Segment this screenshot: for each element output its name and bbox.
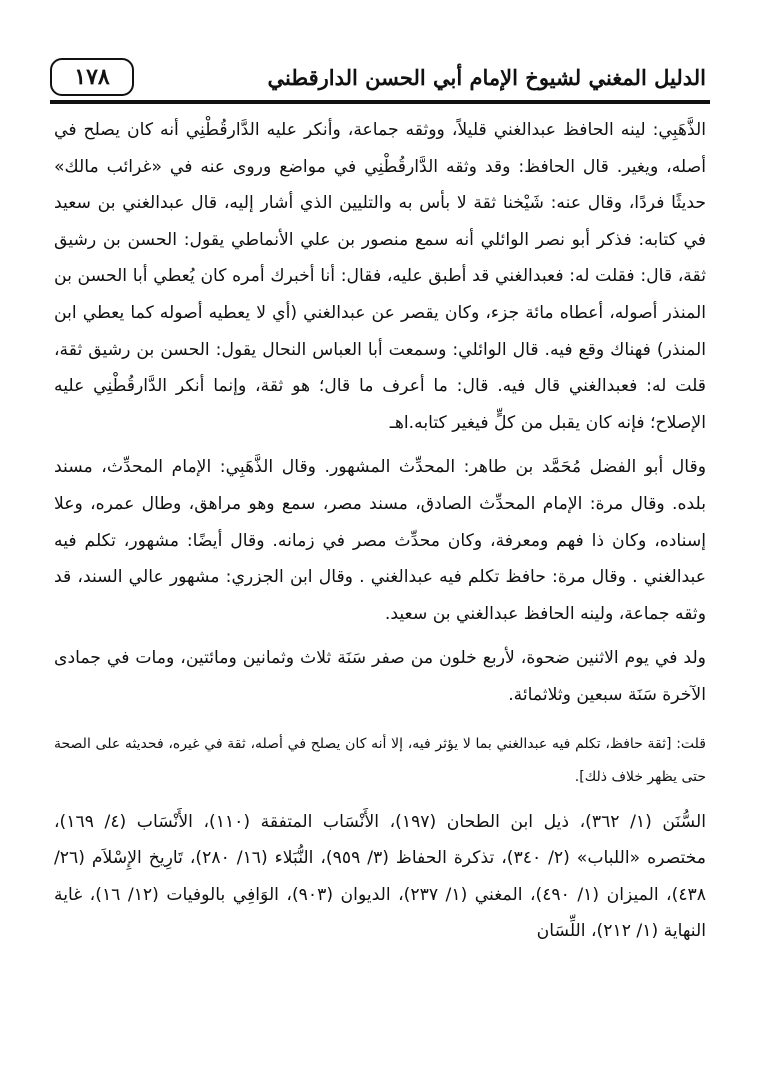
- author-note: قلت: [ثقة حافظ، تكلم فيه عبدالغني بما لا يؤثر فيه، إلا أنه كان يصلح في أصله، ثقة في غيره، فحديثه على الصحة حتى يظهر خلاف ذلك].: [54, 735, 706, 785]
- paragraph: وقال أبو الفضل مُحَمَّد بن طاهر: المحدِّث المشهور. وقال الذَّهَبِي: الإمام المحدِّث، مسند بلده. وقال مرة: الإمام المحدِّث الصادق، مسند مصر، سمع وهو مراهق، وطال عمره، وعلا إسناده، وكان ذا فهم ومعرفة، وكان محدِّث مصر في زمانه. وقال أيضًا: مشهور، تكلم فيه عبدالغني . وقال مرة: حافظ تكلم فيه عبدالغني . وقال ابن الجزري: مشهور عالي السند، قد وثقه جماعة، ولينه الحافظ عبدالغني بن سعيد.: [54, 457, 706, 624]
- page-number: ١٧٨: [50, 58, 134, 96]
- paragraph: الذَّهَبِي: لينه الحافظ عبدالغني قليلاً، ووثقه جماعة، وأنكر عليه الدَّارقُطْنِي أنه كان يصلح في أصله، ويغير. قال الحافظ: وقد وثقه الدَّارقُطْنِي في مواضع وروى عنه في «غرائب مالك» حديثًا فردًا، وقال عنه: شَيْخنا ثقة لا بأس به والتليين الذي أشار إليه، قال عبدالغني بن سعيد في كتابه: فذكر أبو نصر الوائلي أنه سمع منصور بن علي الأنماطي يقول: الحسن بن رشيق ثقة، قال: فقلت له: فعبدالغني قد أطبق عليه، فقال: أنا أخبرك أمره كان يُعطي أبا الحسن بن المنذر أصوله، أعطاه مائة جزء، وكان يقصر عن عبدالغني (أي لا يعطيه أصوله كما يعطي ابن المنذر) فهناك وقع فيه. قال الوائلي: وسمعت أبا العباس النحال يقول: الحسن بن رشيق ثقة، قلت له: فعبدالغني قال فيه. قال: ما أعرف ما قال؛ هو ثقة، وإنما أنكر الدَّارقُطْنِي عليه الإصلاح؛ فإنه كان يقبل من كلٍّ فيغير كتابه.اهـ: [54, 120, 706, 433]
- running-title: الدليل المغني لشيوخ الإمام أبي الحسن الدارقطني: [267, 64, 706, 90]
- header-rule: [50, 103, 710, 104]
- paragraph: ولد في يوم الاثنين ضحوة، لأربع خلون من صفر سَنَة ثلاث وثمانين ومائتين، ومات في جمادى الآخرة سَنَة سبعين وثلاثمائة.: [54, 648, 706, 705]
- source-references: السُّنَن (١/ ٣٦٢)، ذيل ابن الطحان (١٩٧)، الأَنْسَاب المتفقة (١١٠)، الأَنْسَاب (٤/ ١٦٩)، مختصره «اللباب» (٢/ ٣٤٠)، تذكرة الحفاظ (٣/ ٩٥٩)، النُّبَلاء (١٦/ ٢٨٠)، تَارِيخ الإِسْلاَم (٢٦/ ٤٣٨)، الميزان (١/ ٤٩٠)، المغني (١/ ٢٣٧)، الديوان (٩٠٣)، الوَافِي بالوفيات (١٢/ ١٦)، غاية النهاية (١/ ٢١٢)، اللِّسَان: [54, 811, 707, 942]
- page-header: [50, 54, 710, 103]
- page-body: [54, 112, 706, 950]
